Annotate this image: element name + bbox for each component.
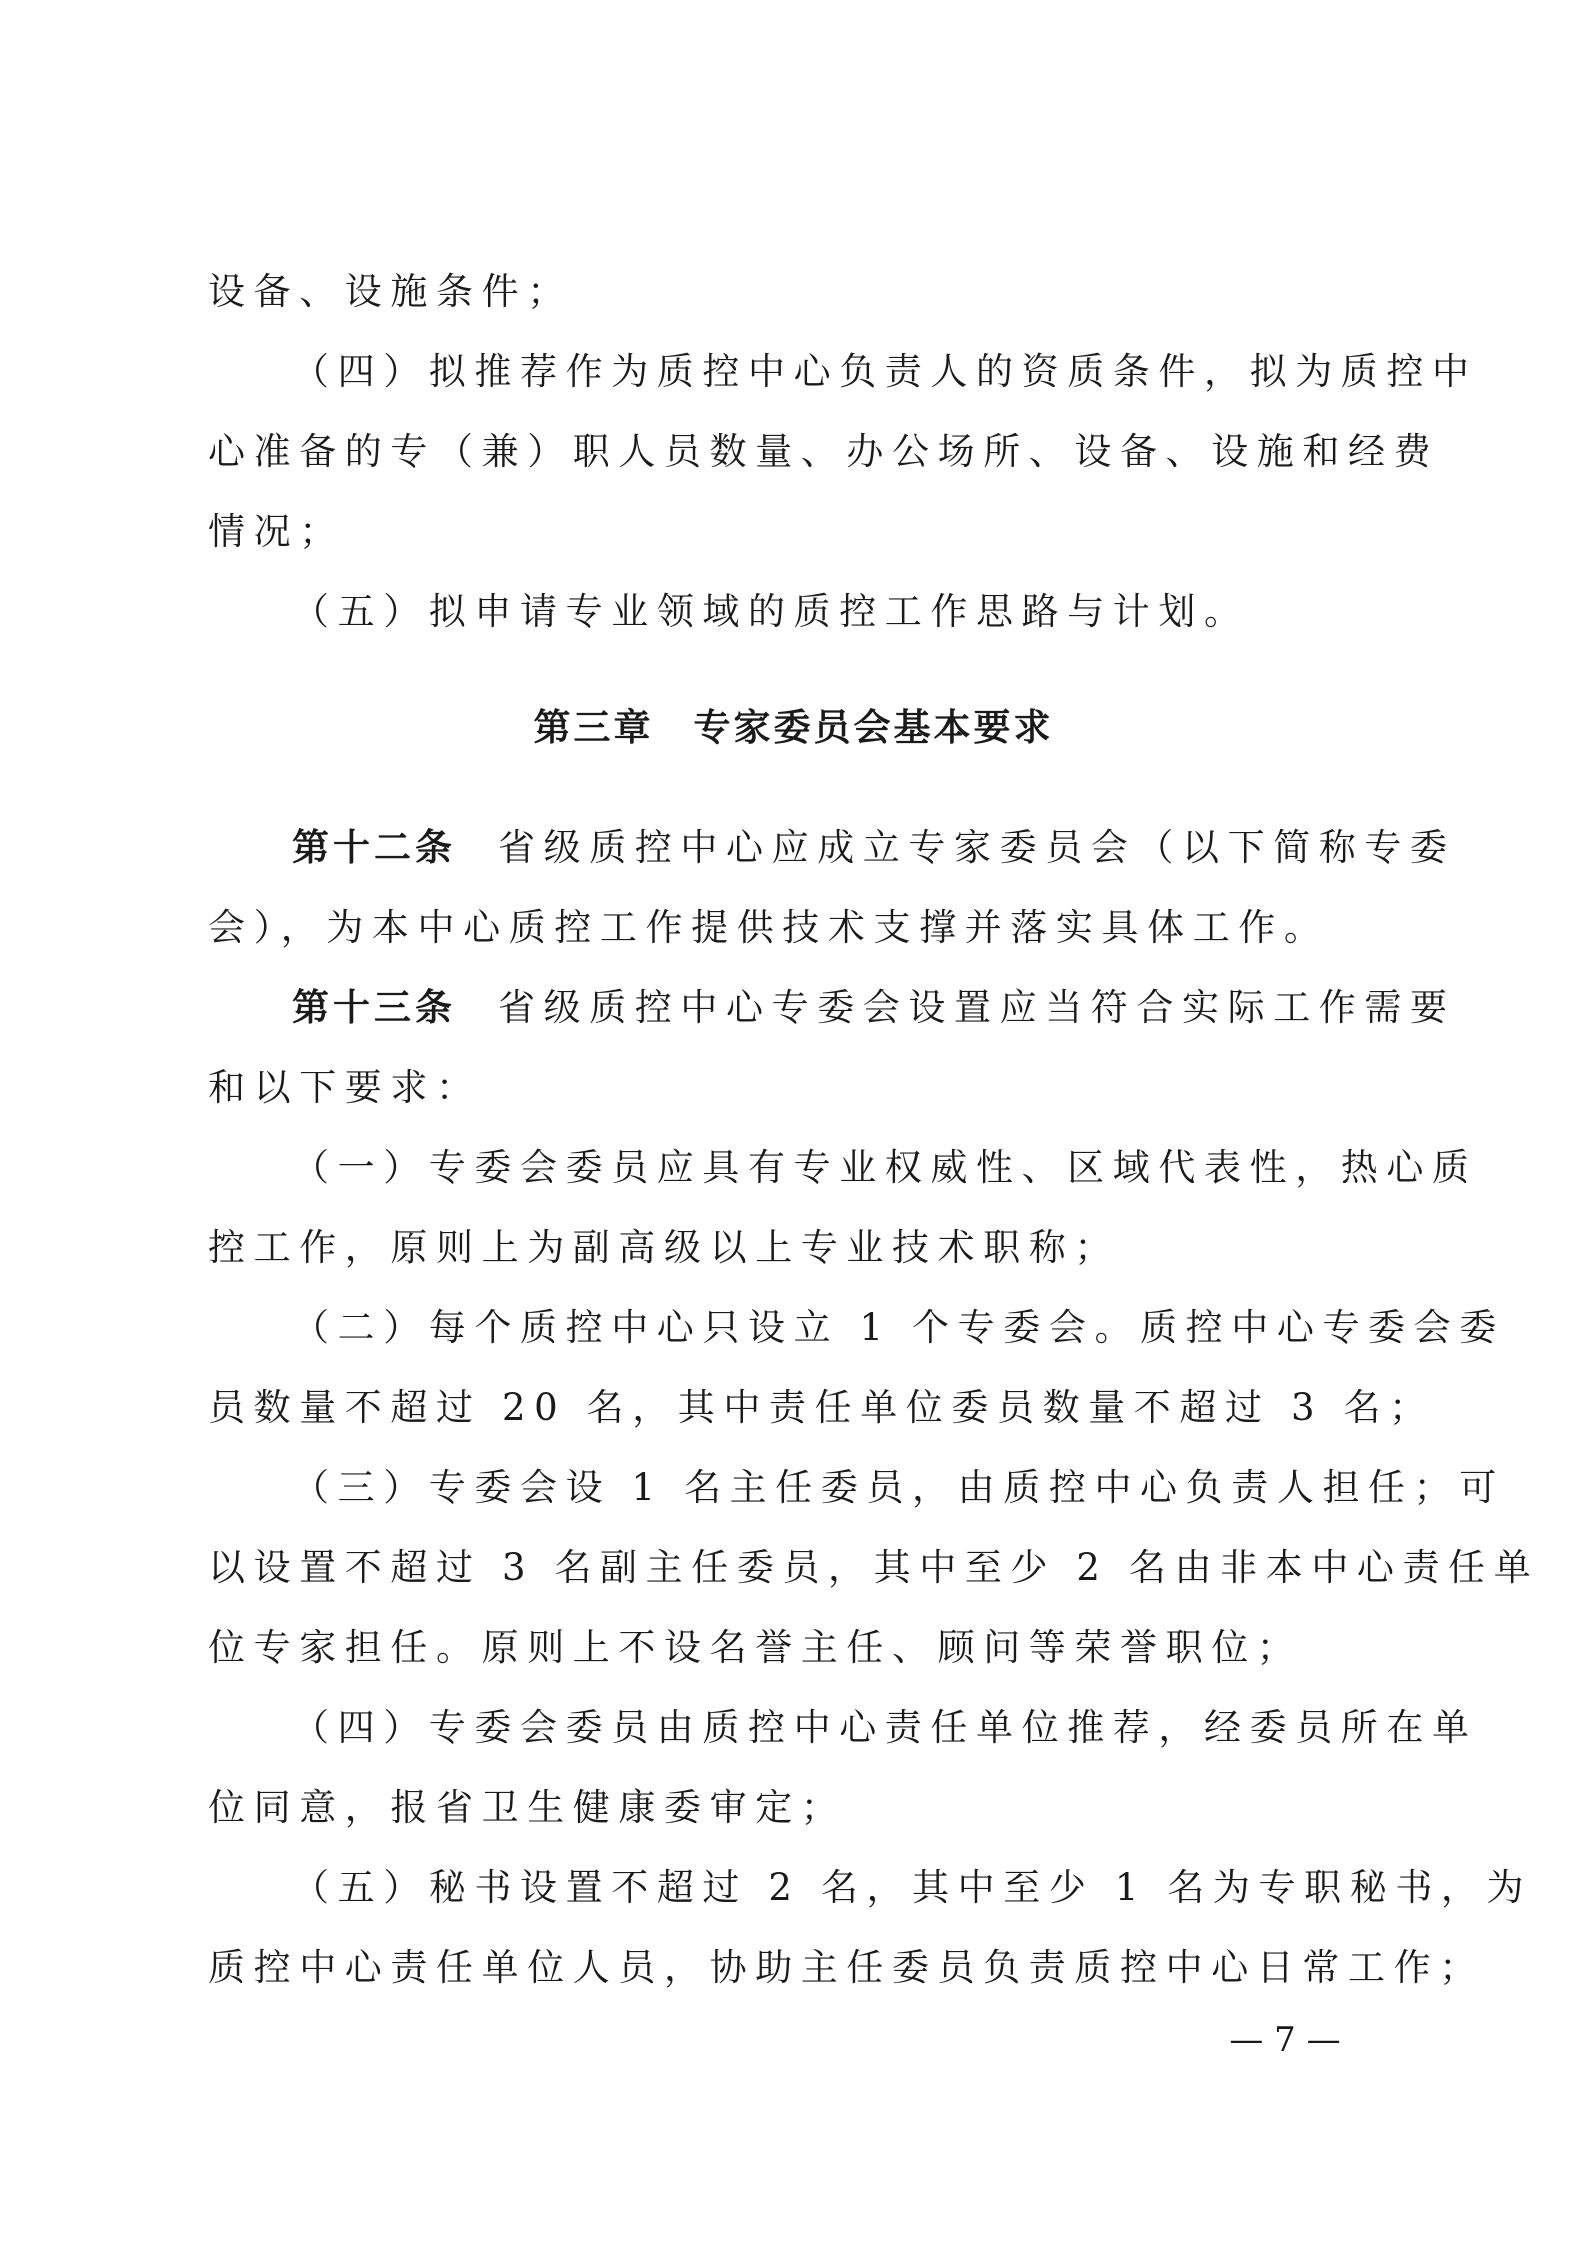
text-line: （四）拟推荐作为质控中心负责人的资质条件，拟为质控中 xyxy=(292,350,1478,393)
text-line: （五）秘书设置不超过 2 名，其中至少 1 名为专职秘书，为 xyxy=(292,1866,1533,1909)
text-line: 控工作，原则上为副高级以上专业技术职称； xyxy=(208,1226,1120,1269)
text-line: 情况； xyxy=(208,510,345,553)
article-label: 第十三条 xyxy=(292,986,456,1029)
text-line: （五）拟申请专业领域的质控工作思路与计划。 xyxy=(292,590,1250,633)
text-line: 省级质控中心应成立专家委员会（以下简称专委 xyxy=(498,826,1456,869)
text-line: 以设置不超过 3 名副主任委员，其中至少 2 名由非本中心责任单 xyxy=(208,1546,1540,1589)
text-line: 设备、设施条件； xyxy=(208,270,573,313)
text-line: （一）专委会委员应具有专业权威性、区域代表性，热心质 xyxy=(292,1146,1478,1189)
text-line: 位专家担任。原则上不设名誉主任、顾问等荣誉职位； xyxy=(208,1626,1303,1669)
article-label: 第十二条 xyxy=(292,826,456,869)
text-line: 员数量不超过 20 名，其中责任单位委员数量不超过 3 名； xyxy=(208,1386,1435,1429)
page-number: — 7 — xyxy=(1229,2020,1341,2060)
article-13-first-line xyxy=(292,986,1456,1030)
text-line: （四）专委会委员由质控中心责任单位推荐，经委员所在单 xyxy=(292,1706,1478,1749)
text-line: 和以下要求： xyxy=(208,1066,482,1109)
article-12-first-line xyxy=(292,826,1456,870)
text-line: 心准备的专（兼）职人员数量、办公场所、设备、设施和经费 xyxy=(208,430,1440,473)
chapter-heading: 第三章 专家委员会基本要求 xyxy=(533,706,1054,749)
text-line: 位同意，报省卫生健康委审定； xyxy=(208,1786,847,1829)
text-line: 质控中心责任单位人员，协助主任委员负责质控中心日常工作； xyxy=(208,1946,1485,1989)
text-line: （二）每个质控中心只设立 1 个专委会。质控中心专委会委 xyxy=(292,1306,1505,1349)
text-line: 省级质控中心专委会设置应当符合实际工作需要 xyxy=(498,986,1456,1029)
text-line: （三）专委会设 1 名主任委员，由质控中心负责人担任；可 xyxy=(292,1466,1505,1509)
text-line: 会），为本中心质控工作提供技术支撑并落实具体工作。 xyxy=(208,906,1330,949)
